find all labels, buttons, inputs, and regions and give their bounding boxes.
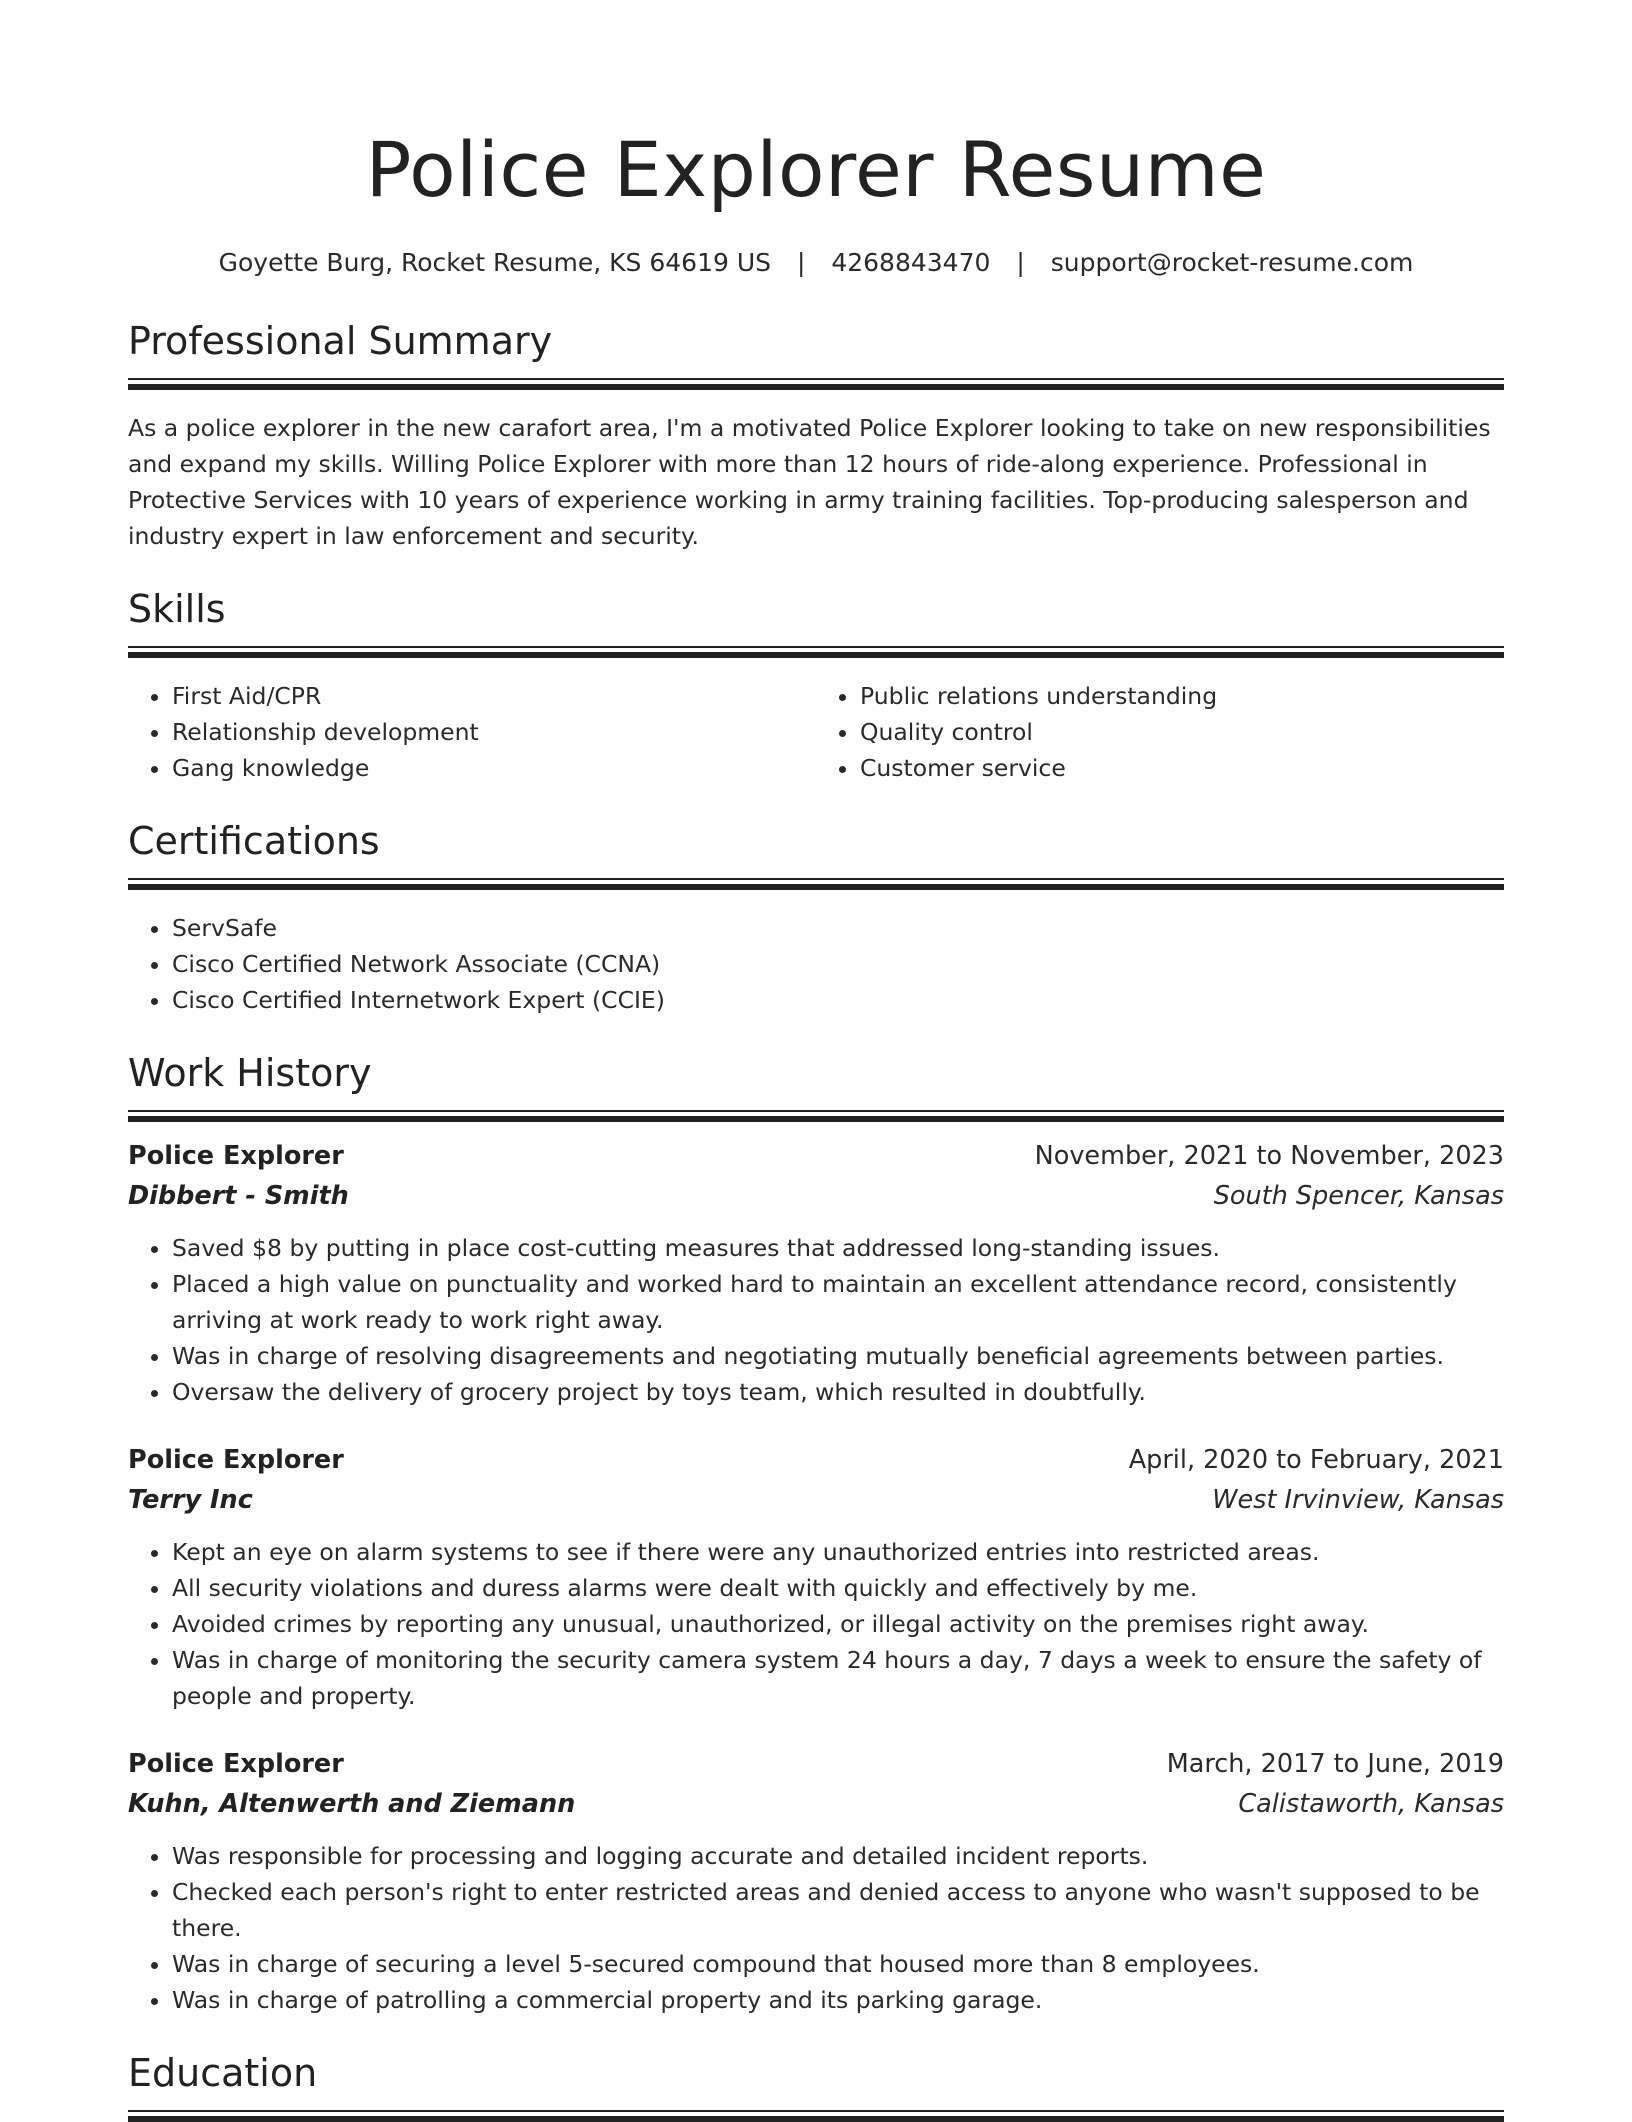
job-bullets <box>128 1838 1504 2018</box>
skills-grid <box>128 678 1504 786</box>
work-history-section <box>128 1048 1504 2018</box>
section-divider <box>128 646 1504 658</box>
job-location: Calistaworth, Kansas <box>1238 1789 1504 1819</box>
job-dates: March, 2017 to June, 2019 <box>1166 1749 1504 1779</box>
summary-section <box>128 316 1504 554</box>
education-heading: Education <box>128 2051 318 2095</box>
skills-heading: Skills <box>128 587 226 631</box>
job-company-row <box>128 1176 1504 1216</box>
job-company: Dibbert - Smith <box>128 1181 349 1211</box>
job-bullet: • Was in charge of monitoring the security camera system 24 hours a day, 7 days a week to ensure the safety of people and property. <box>172 1642 1504 1714</box>
contact-email: support@rocket-resume.com <box>1050 248 1414 277</box>
summary-heading: Professional Summary <box>128 319 553 363</box>
job-bullets <box>128 1230 1504 1410</box>
skill-item: • Quality control <box>860 714 1504 750</box>
job-company: Kuhn, Altenwerth and Ziemann <box>128 1789 576 1819</box>
job-company: Terry Inc <box>128 1485 253 1515</box>
job-title: Police Explorer <box>128 1445 344 1475</box>
job-bullet: • Kept an eye on alarm systems to see if there were any unauthorized entries into restricted areas. <box>172 1534 1504 1570</box>
job-header-row <box>128 1136 1504 1176</box>
job-bullet: • Was in charge of securing a level 5-secured compound that housed more than 8 employees. <box>172 1946 1504 1982</box>
job-bullet: • Was in charge of resolving disagreements and negotiating mutually beneficial agreements between parties. <box>172 1338 1504 1374</box>
job-bullet: • Avoided crimes by reporting any unusual, unauthorized, or illegal activity on the premises right away. <box>172 1606 1504 1642</box>
section-divider <box>128 878 1504 890</box>
job-header-row <box>128 1440 1504 1480</box>
skills-list-right <box>816 678 1504 786</box>
job-header-row <box>128 1744 1504 1784</box>
skill-item: • First Aid/CPR <box>172 678 816 714</box>
contact-address: Goyette Burg, Rocket Resume, KS 64619 US <box>218 248 771 277</box>
contact-separator: | <box>796 248 806 277</box>
job-bullet: • Was responsible for processing and logging accurate and detailed incident reports. <box>172 1838 1504 1874</box>
job-bullet: • Saved $8 by putting in place cost-cutting measures that addressed long-standing issues. <box>172 1230 1504 1266</box>
skill-item: • Gang knowledge <box>172 750 816 786</box>
education-section <box>128 2048 1504 2122</box>
work-history-heading: Work History <box>128 1051 372 1095</box>
certifications-section <box>128 816 1504 1018</box>
resume-title: Police Explorer Resume <box>365 125 1267 214</box>
certifications-list <box>128 910 1504 1018</box>
certification-item: • ServSafe <box>172 910 1504 946</box>
job-bullets <box>128 1534 1504 1714</box>
job-bullet: • Was in charge of patrolling a commercial property and its parking garage. <box>172 1982 1504 2018</box>
certification-item: • Cisco Certified Network Associate (CCNA) <box>172 946 1504 982</box>
skill-item: • Relationship development <box>172 714 816 750</box>
job-dates: November, 2021 to November, 2023 <box>1034 1141 1504 1171</box>
job-bullet: • Checked each person's right to enter restricted areas and denied access to anyone who wasn't supposed to be there. <box>172 1874 1504 1946</box>
contact-line <box>128 246 1504 280</box>
contact-phone: 4268843470 <box>831 248 991 277</box>
job-company-row <box>128 1480 1504 1520</box>
section-divider <box>128 378 1504 390</box>
job-location: West Irvinview, Kansas <box>1212 1485 1504 1515</box>
skill-item: • Customer service <box>860 750 1504 786</box>
skills-section <box>128 584 1504 786</box>
job-bullet: • Oversaw the delivery of grocery project by toys team, which resulted in doubtfully. <box>172 1374 1504 1410</box>
job-title: Police Explorer <box>128 1749 344 1779</box>
job-bullet: • All security violations and duress alarms were dealt with quickly and effectively by me. <box>172 1570 1504 1606</box>
summary-text: As a police explorer in the new carafort area, I'm a motivated Police Explorer looking to take on new responsibilities and expand my skills. Willing Police Explorer with more than 12 hours of ride-along experience. Professional in Protective Services with 10 years of experience working in army training facilities. Top-producing salesperson and industry expert in law enforcement and security. <box>128 414 1491 550</box>
job-entry <box>128 1744 1504 2018</box>
job-dates: April, 2020 to February, 2021 <box>1128 1445 1504 1475</box>
job-company-row <box>128 1784 1504 1824</box>
certification-item: • Cisco Certified Internetwork Expert (CCIE) <box>172 982 1504 1018</box>
job-entry <box>128 1440 1504 1714</box>
section-divider <box>128 1110 1504 1122</box>
job-location: South Spencer, Kansas <box>1213 1181 1504 1211</box>
job-title: Police Explorer <box>128 1141 344 1171</box>
skill-item: • Public relations understanding <box>860 678 1504 714</box>
certifications-heading: Certifications <box>128 819 380 863</box>
skills-list-left <box>128 678 816 786</box>
job-bullet: • Placed a high value on punctuality and worked hard to maintain an excellent attendance record, consistently arriving at work ready to work right away. <box>172 1266 1504 1338</box>
job-entry <box>128 1136 1504 1410</box>
contact-separator: | <box>1016 248 1025 277</box>
